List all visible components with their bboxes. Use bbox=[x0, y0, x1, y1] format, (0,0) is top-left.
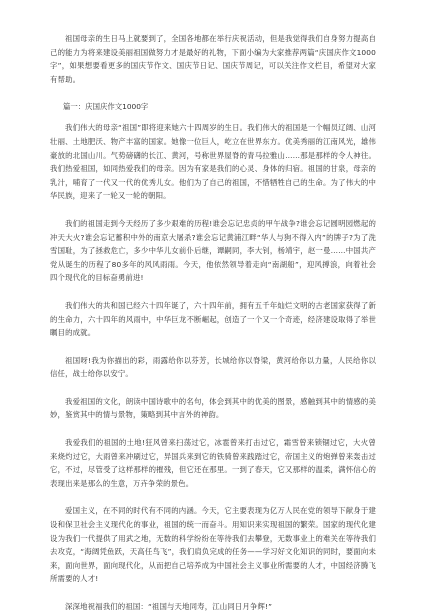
paragraph-6: 我爱我们的祖国的土地!狂风曾来扫荡过它，冰雹曾来打击过它，霜雪曾来锁锢过它，大火曾来烧灼过它，大雨曾来冲刷过它，异国兵来到它的铁骑曾来践踏过它，帝国主义的炮弹曾来轰击过它，不过，尽管受了这样那样的摧残，但它还在那里。一到了春天，它又那样的温柔，满怀信心的表现出来是那么的生意，万卉争荣的景色。 bbox=[50, 438, 376, 488]
paragraph-5: 我爱祖国的文化，朗读中国诗歌中的名句，体会到其中的优美的图景，感触到其中的情感的美妙，鉴赏其中的情与景物，策略到其中言外的神韵。 bbox=[50, 396, 376, 420]
essay-heading: 篇一：庆国庆作文1000字 bbox=[63, 102, 149, 112]
paragraph-8: 深深地祝福我们的祖国：“祖国与天地同寿，江山同日月争辉!” bbox=[65, 602, 273, 611]
paragraph-3: 我们伟大的共和国已经六十四年诞了，六十四年前，拥有五千年灿烂文明的古老国家获得了新的生命力，六十四年的风雨中，中华巨龙不断崛起，创造了一个又一个奇迹，经济建设取得了举世瞩目的成就。 bbox=[50, 300, 376, 338]
paragraph-7: 爱国主义，在不同的时代有不同的内涵。今天，它主要表现为亿万人民在党的领导下献身于建设和保卫社会主义现代化的事业，祖国的统一而奋斗。用知识来实现祖国的繁荣。国家的现代化建设为我们一代提供了用武之地，无数的科学纷纷在等待我们去攀登，无数事业上的难关在等待我们去攻克，“海阔凭鱼跃，天高任鸟飞”，我们肩负完成的任务——学习好文化知识的同时，要面向未来，面向世界，面向现代化，从而把自己培养成为中国社会主义事业所需要的人才，中国经济腾飞所需要的人才! bbox=[50, 506, 376, 584]
paragraph-2: 我们的祖国走到今天经历了多少艰难的历程!谁会忘记忠贞的甲午战争?谁会忘记圆明园燃起的冲天大火?谁会忘记蓄积中外的南京大屠杀?谁会忘记黄浦江畔“华人与狗不得入内”的牌子?为了洗雪国耻，为了拯救危亡，多少中华儿女前仆后继，谭嗣同，李大钊，杨靖宇，赵一曼……中国共产党从诞生的历程了80多年的风风雨雨。今天，他依然领导着走向“南湖船”，迎风搏浪，向着社会四个现代化的目标奋勇前进! bbox=[50, 218, 376, 283]
intro-paragraph: 祖国母亲的生日马上就要到了，全国各地都在举行庆祝活动，但是我觉得我们自身努力提高自己的能力为将来建设美丽祖国做努力才是最好的礼物，下面小编为大家推荐两篇“庆国庆作文1000字”，如果想要看更多的国庆节作文、国庆节日记、国庆节周记，可以关注作文栏目，希望对大家有帮助。 bbox=[50, 34, 376, 84]
paragraph-4: 祖国呀!我为你描出的彩，雨露给你以芬芳，长城给你以脊梁，黄河给你以力量，人民给你以信任，战士给你以安宁。 bbox=[50, 355, 376, 379]
paragraph-1: 我们伟大的母亲“祖国”即将迎来她六十四周岁的生日。我们伟大的祖国是一个幅员辽阔、山河壮丽、土地肥沃、物产丰富的国家。她像一位巨人，屹立在世界东方。优美秀丽的江南风光，雄伟豪放的北国山川。气势磅礴的长江、黄河，号称世界屋脊的青马拉雅山……那是那样的令人神往。我们热爱祖国，如同热爱我们的母亲。因为有家是我们的心灵、身体的归宿。祖国的甘泉，母亲的乳汁，哺育了一代又一代的优秀儿女。他们为了自己的祖国，不惜牺牲自己的生命。为了伟大的中华民族，迎来了一轮又一轮的朝阳。 bbox=[50, 123, 376, 201]
